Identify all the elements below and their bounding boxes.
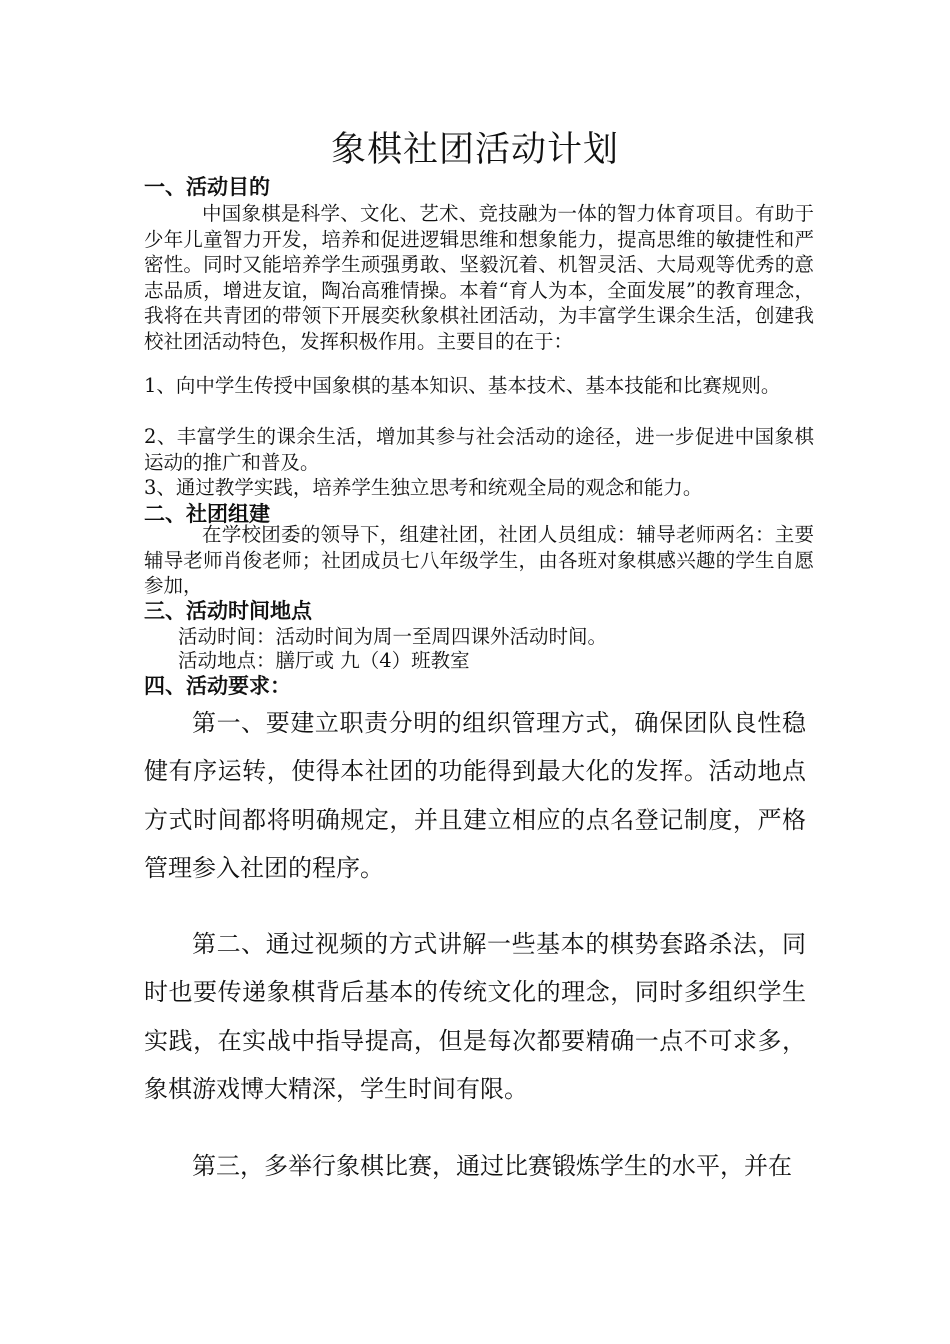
document-title: 象棋社团活动计划 <box>330 130 619 170</box>
section-heading-purpose: 一、活动目的 <box>144 175 270 199</box>
requirement-paragraph-2: 第二、通过视频的方式讲解一些基本的棋势套路杀法，同时也要传递象棋背后基本的传统文化的理念，同时多组织学生实践，在实战中指导提高，但是每次都要精确一点不可求多，象棋游戏博大精深，学生时间有限。 <box>144 930 806 1103</box>
purpose-item-3: 3、通过教学实践，培养学生独立思考和统观全局的观念和能力。 <box>144 476 703 499</box>
section-heading-organization: 二、社团组建 <box>144 502 270 526</box>
organization-paragraph: 在学校团委的领导下，组建社团，社团人员组成：辅导老师两名：主要辅导老师肖俊老师；社团成员七八年级学生，由各班对象棋感兴趣的学生自愿参加， <box>144 523 814 598</box>
purpose-intro-paragraph: 中国象棋是科学、文化、艺术、竞技融为一体的智力体育项目。有助于少年儿童智力开发，培养和促进逻辑思维和想象能力，提高思维的敏捷性和严密性。同时又能培养学生顽强勇敢、坚毅沉着、机智灵活、大局观等优秀的意志品质，增进友谊，陶冶高雅情操。本着“育人为本，全面发展”的教育理念，我将在共青团的带领下开展奕秋象棋社团活动，为丰富学生课余生活，创建我校社团活动特色，发挥积极作用。主要目的在于： <box>144 202 814 353</box>
requirement-paragraph-1: 第一、要建立职责分明的组织管理方式，确保团队良性稳健有序运转，使得本社团的功能得到最大化的发挥。活动地点方式时间都将明确规定，并且建立相应的点名登记制度，严格管理参入社团的程序。 <box>144 709 806 882</box>
section-heading-requirements: 四、活动要求： <box>144 674 291 698</box>
requirement-paragraph-3: 第三，多举行象棋比赛，通过比赛锻炼学生的水平，并在 <box>192 1152 792 1180</box>
activity-time-line: 活动时间：活动时间为周一至周四课外活动时间。 <box>178 625 608 648</box>
purpose-item-2: 2、丰富学生的课余生活，增加其参与社会活动的途径，进一步促进中国象棋运动的推广和普及。 <box>144 425 814 474</box>
activity-place-line: 活动地点：膳厅或 九（4）班教室 <box>178 649 470 672</box>
section-heading-time-place: 三、活动时间地点 <box>144 599 312 623</box>
purpose-item-1: 1、向中学生传授中国象棋的基本知识、基本技术、基本技能和比赛规则。 <box>144 374 781 397</box>
